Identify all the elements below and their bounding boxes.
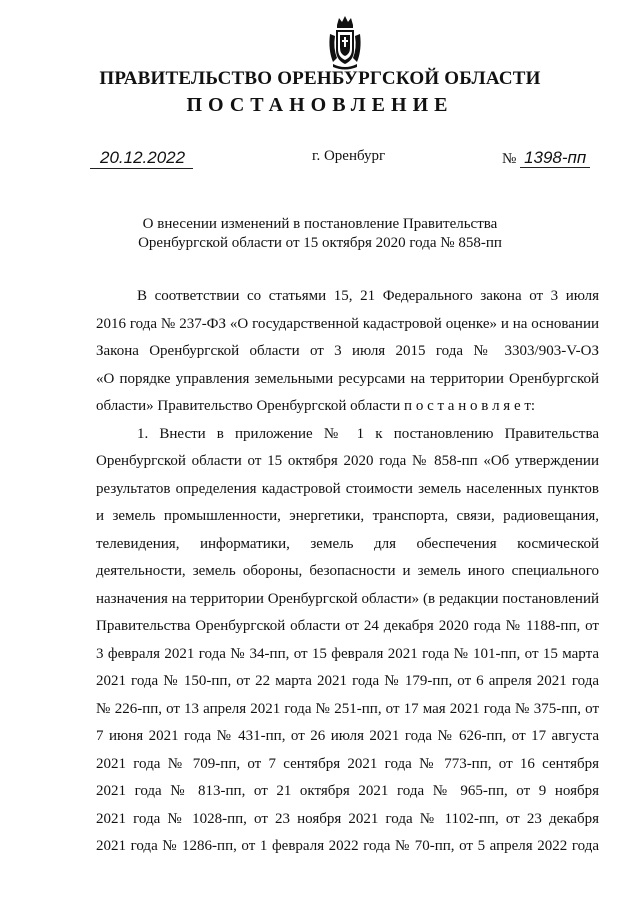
body-line: 2016 года № 237-ФЗ «О государственной кадастровой оценке» и на основании [96,315,599,332]
document-number [502,148,590,168]
body-line: области» Правительство Оренбургской области п о с т а н о в л я е т: [96,398,536,414]
subject-line: Оренбургской области от 15 октября 2020 года № 858-пп [138,235,502,251]
body-line: результатов определения кадастровой стоимости земель населенных пунктов [96,480,599,497]
government-title: ПРАВИТЕЛЬСТВО ОРЕНБУРГСКОЙ ОБЛАСТИ [99,68,541,89]
document-date: 20.12.2022 [90,148,193,169]
body-line: «О порядке управления земельными ресурсами на территории Оренбургской [96,370,599,387]
body-line: деятельности, земель обороны, безопасности и земель иного специального [96,563,599,579]
body-line: Закона Оренбургской области от 3 июля 2015 года № 3303/903-V-ОЗ [96,343,599,359]
body-line: 3 февраля 2021 года № 34-пп, от 15 февраля 2021 года № 101-пп, от 15 марта [96,645,599,662]
document-body [96,283,599,861]
body-line: В соответствии со статьями 15, 21 Федерального закона от 3 июля [137,288,599,304]
number-value: 1398-пп [520,148,590,168]
body-line: Правительства Оренбургской области от 24 декабря 2020 года № 1188-пп, от [96,618,599,634]
body-line: 2021 года № 1286-пп, от 1 февраля 2022 года № 70-пп, от 5 апреля 2022 года [96,838,599,854]
body-line: 2021 года № 1028-пп, от 23 ноября 2021 года № 1102-пп, от 23 декабря [96,810,599,827]
body-line: 2021 года № 709-пп, от 7 сентября 2021 года № 773-пп, от 16 сентября [96,755,599,772]
body-line: 7 июня 2021 года № 431-пп, от 26 июля 2021 года № 626-пп, от 17 августа [96,728,599,744]
body-line: Оренбургской области от 15 октября 2020 года № 858-пп «Об утверждении [96,453,599,469]
number-sign: № [502,151,517,167]
body-line: назначения на территории Оренбургской области» (в редакции постановлений [96,590,599,607]
body-line: 2021 года № 150-пп, от 22 марта 2021 года № 179-пп, от 6 апреля 2021 года [96,673,599,689]
body-line: и земель промышленности, энергетики, транспорта, связи, радиовещания, [96,508,599,524]
document-type: ПОСТАНОВЛЕНИЕ [186,94,454,116]
coat-of-arms-icon [327,14,363,70]
body-line: 1. Внести в приложение № 1 к постановлению Правительства [137,425,599,442]
body-line: 2021 года № 813-пп, от 21 октября 2021 года № 965-пп, от 9 ноября [96,783,599,799]
body-line: № 226-пп, от 13 апреля 2021 года № 251-пп, от 17 мая 2021 года № 375-пп, от [96,700,599,717]
document-city: г. Оренбург [312,148,386,164]
body-line: телевидения, информатики, земель для обеспечения космической [96,535,599,552]
document-subject [0,215,640,253]
subject-line: О внесении изменений в постановление Правительства [142,216,498,232]
